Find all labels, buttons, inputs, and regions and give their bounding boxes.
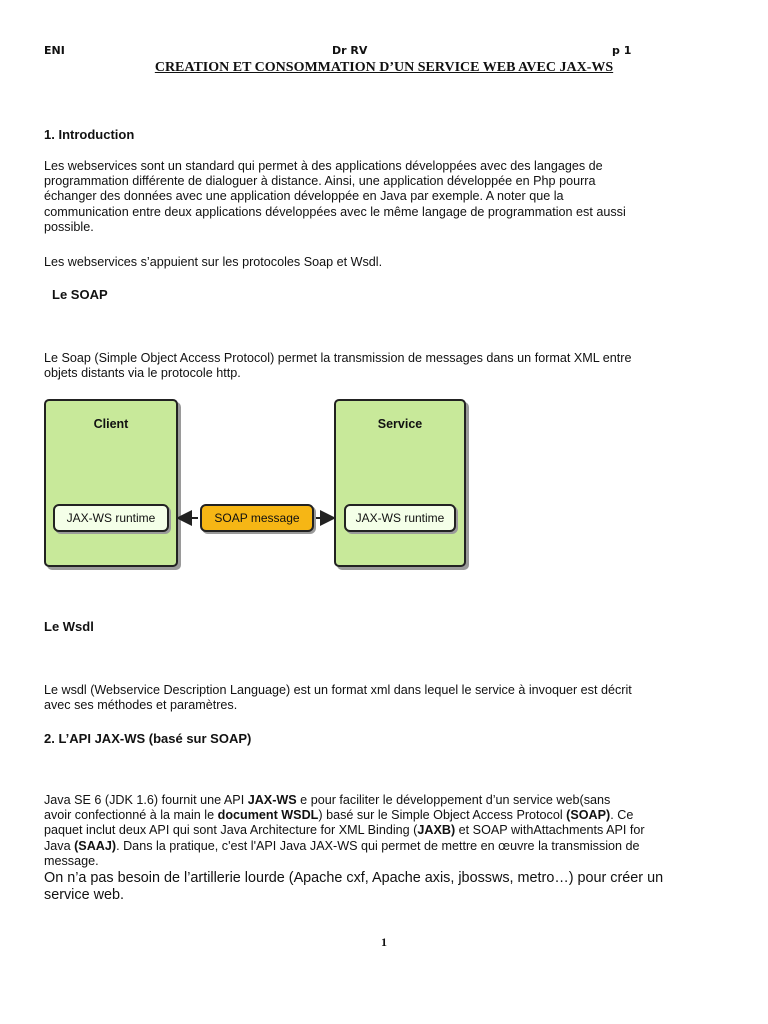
footer-page-number: 1 [381, 935, 387, 949]
text-run: paquet inclut deux API qui sont Java Architecture for XML Binding ( [44, 823, 418, 838]
text-run: ) basé sur le Simple Object Access Protocol [318, 808, 567, 823]
bold-run: (SAAJ) [74, 838, 117, 853]
text-run: . Dans la pratique, c'est l'API Java JAX-WS qui permet de mettre en œuvre la transmission de [116, 838, 640, 853]
client-title: Client [93, 417, 129, 431]
text-line: Le Soap (Simple Object Access Protocol) permet la transmission de messages dans un format XML entre [44, 351, 632, 365]
text-line: communication entre deux applications développées avec le même langage de programmation est aussi [44, 204, 626, 219]
bold-run: JAX-WS [247, 793, 297, 807]
header-left: ENI [44, 44, 65, 57]
bold-run: (SOAP) [566, 808, 611, 823]
text-line: avec ses méthodes et paramètres. [44, 698, 238, 713]
section-heading-soap: Le SOAP [52, 287, 108, 302]
text-line: programmation différente de dialoguer à distance. Ainsi, une application développée en Php pourra [44, 174, 596, 189]
closing-paragraph [44, 870, 734, 904]
text-line [44, 823, 734, 838]
bold-run: document WSDL [217, 808, 319, 823]
text-line [44, 808, 734, 823]
text-line: échanger des données avec une application développée en Java par exemple. A noter que la [44, 189, 564, 204]
text-run: e pour faciliter le développement d’un service web(sans [296, 793, 611, 807]
soap-message: SOAP message [200, 504, 314, 532]
service-runtime: JAX-WS runtime [344, 504, 456, 532]
text-run: Java SE 6 (JDK 1.6) fournit une API [44, 793, 248, 807]
text-line: objets distants via le protocole http. [44, 366, 241, 381]
text-line: service web. [44, 887, 124, 903]
text-line: Le wsdl (Webservice Description Language) est un format xml dans lequel le service à invoquer est décrit [44, 683, 632, 697]
protocols-paragraph: Les webservices s’appuient sur les protocoles Soap et Wsdl. [44, 255, 383, 269]
text-run: avoir confectionné à la main le [44, 808, 218, 823]
service-title: Service [377, 417, 423, 431]
header-author: Dr RV [332, 44, 368, 57]
section-heading-jaxws: 2. L’API JAX-WS (basé sur SOAP) [44, 731, 252, 746]
jaxws-paragraph [44, 793, 734, 869]
header-page: p 1 [612, 44, 632, 57]
wsdl-paragraph [44, 683, 734, 713]
client-runtime: JAX-WS runtime [53, 504, 169, 532]
text-line: message. [44, 853, 99, 868]
bold-run: JAXB) [417, 823, 456, 838]
section-heading-introduction: 1. Introduction [44, 127, 135, 142]
section-heading-wsdl: Le Wsdl [44, 619, 94, 634]
text-line: Les webservices sont un standard qui permet à des applications développées avec des langages de [44, 159, 603, 173]
message-arrows [44, 399, 474, 571]
text-run: et SOAP withAttachments API for [455, 823, 645, 838]
text-line: possible. [44, 219, 94, 234]
text-line [44, 793, 734, 808]
text-run: Java [44, 838, 75, 853]
text-run: . Ce [610, 808, 634, 823]
document-title: CREATION ET CONSOMMATION D’UN SERVICE WEB AVEC JAX-WS [154, 60, 614, 75]
text-line [44, 839, 734, 854]
text-line: On n’a pas besoin de l’artillerie lourde (Apache cxf, Apache axis, jbossws, metro…) pour créer un [44, 870, 664, 886]
soap-paragraph [44, 351, 734, 381]
intro-paragraph [44, 159, 734, 235]
soap-diagram [44, 399, 474, 571]
